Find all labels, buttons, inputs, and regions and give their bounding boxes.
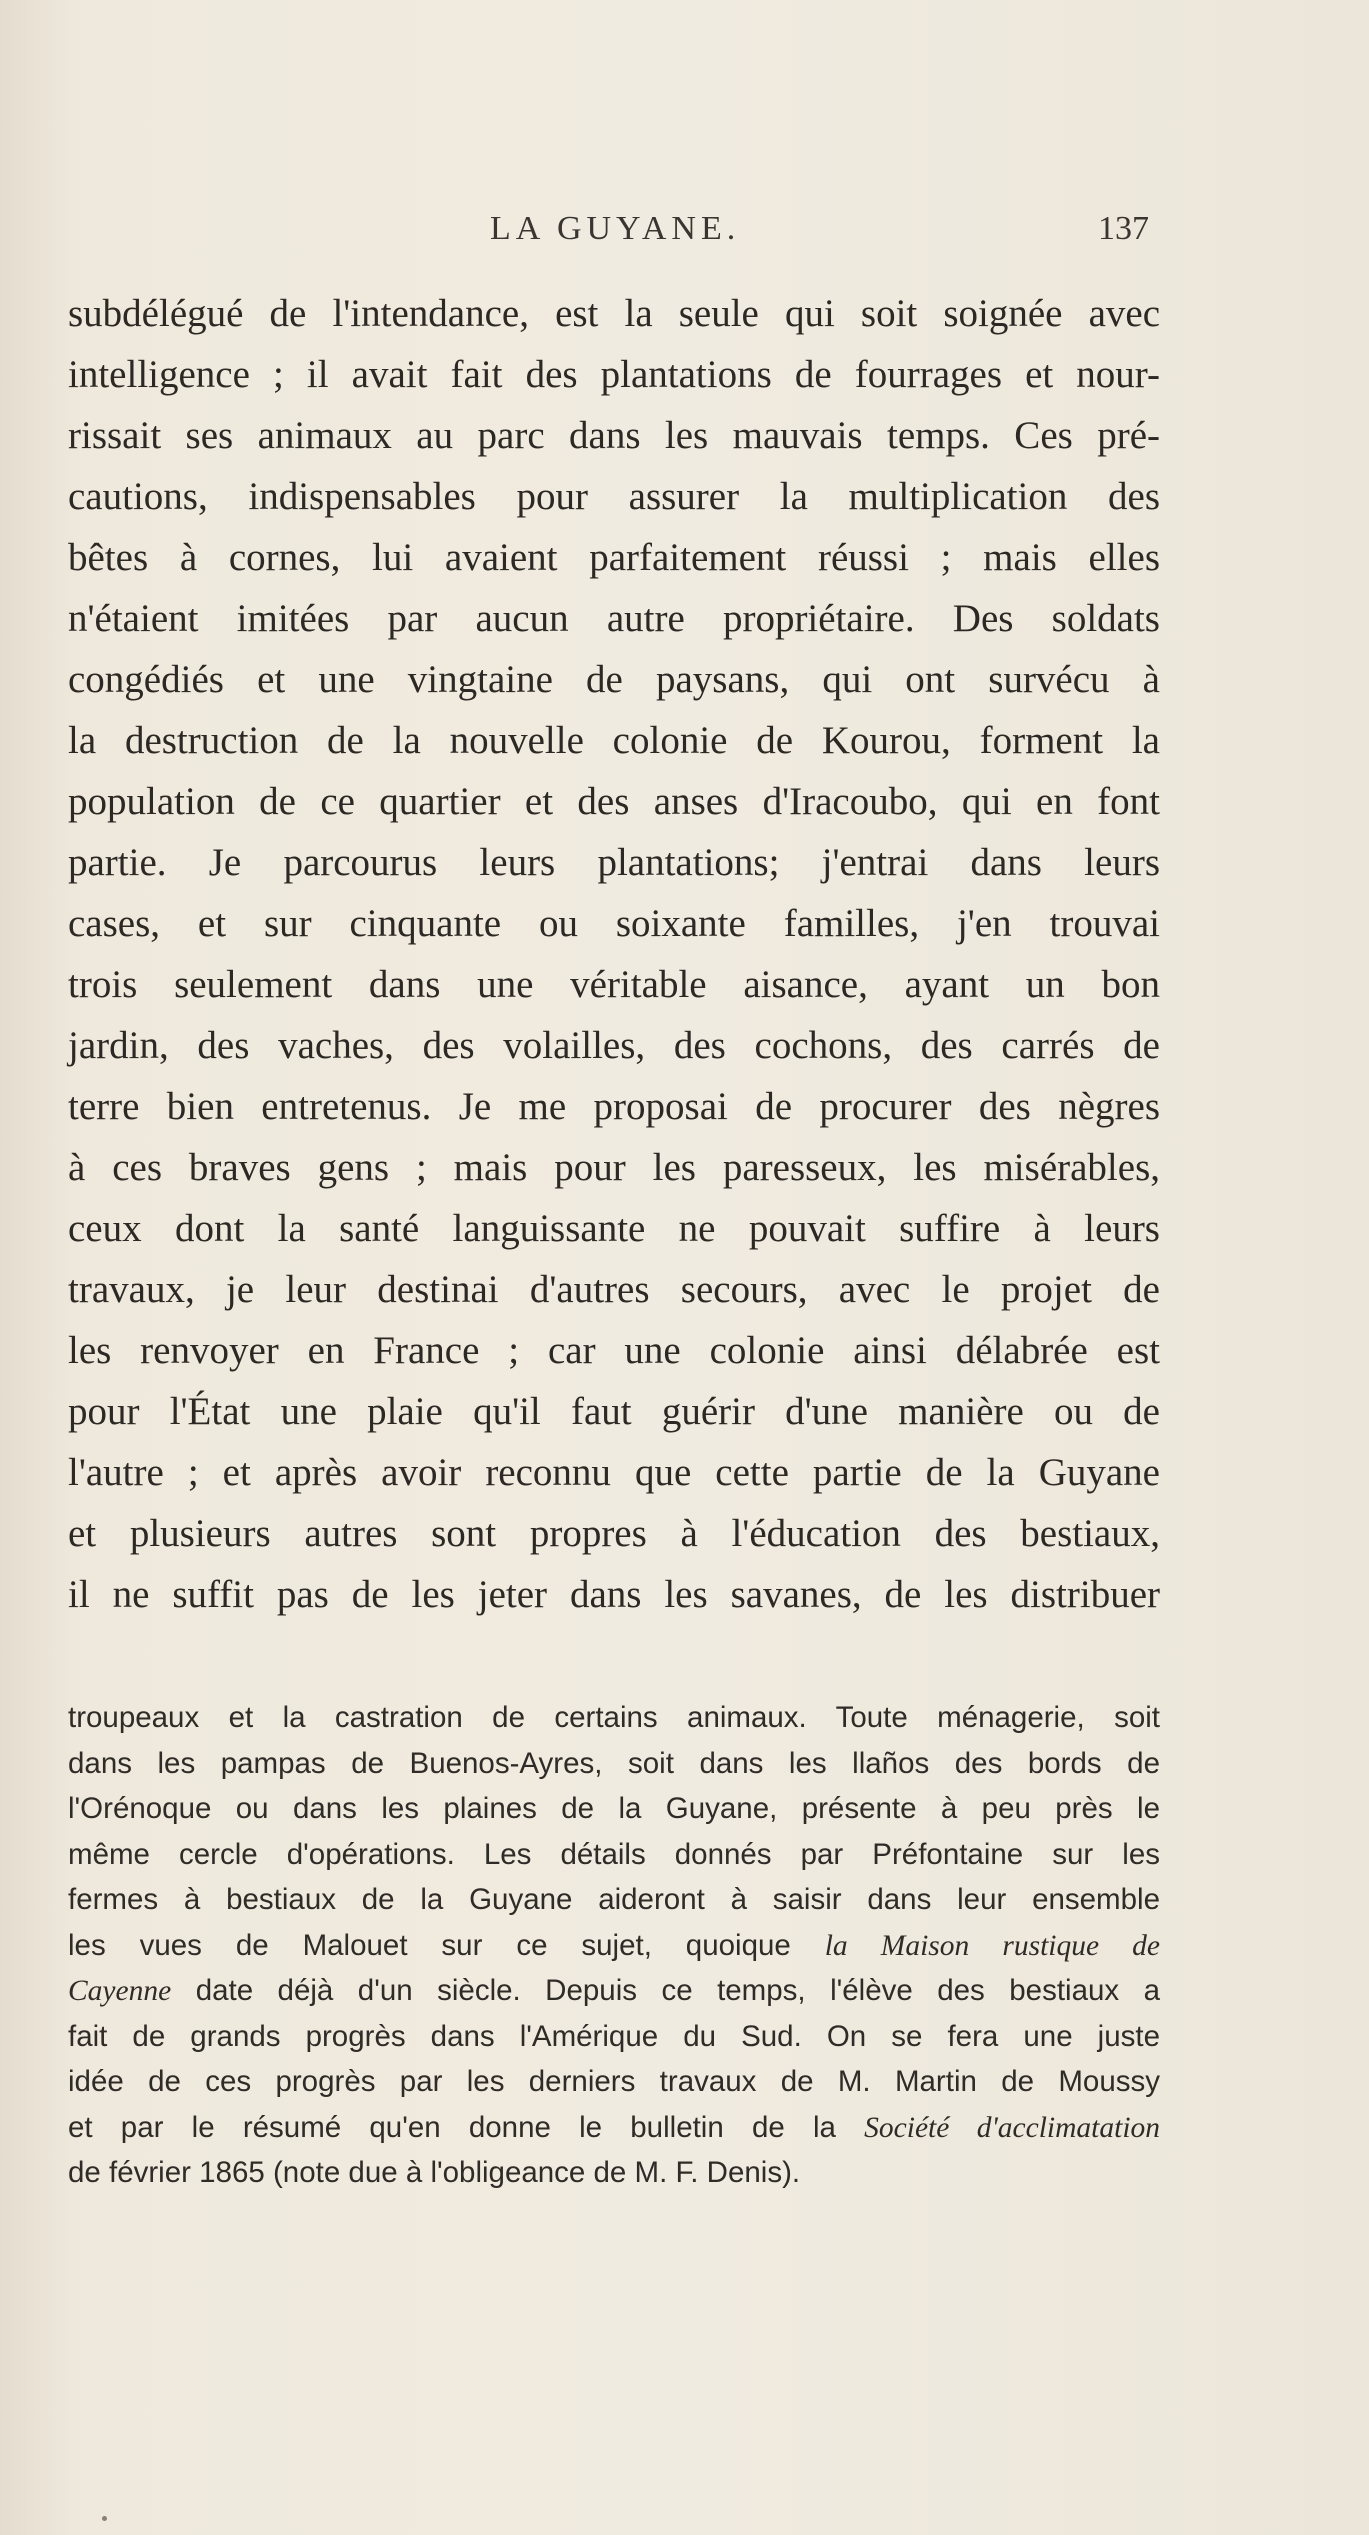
footnote-line: fermes à bestiaux de la Guyane aideront à saisir dans leur ensemble bbox=[68, 1883, 1160, 1916]
text-line: cautions, indispensables pour assurer la multiplication des bbox=[68, 475, 1160, 518]
text-line: et plusieurs autres sont propres à l'éducation des bestiaux, bbox=[68, 1512, 1160, 1555]
text-line: intelligence ; il avait fait des plantations de fourrages et nour- bbox=[68, 353, 1160, 396]
footnote-text: date déjà d'un siècle. Depuis ce temps, l'élève des bestiaux a bbox=[195, 1974, 1161, 2007]
text-line: subdélégué de l'intendance, est la seule qui soit soignée avec bbox=[68, 292, 1160, 335]
footnote-line: fait de grands progrès dans l'Amérique du Sud. On se fera une juste bbox=[68, 2019, 1160, 2053]
text-line: n'étaient imitées par aucun autre propriétaire. Des soldats bbox=[68, 597, 1160, 640]
text-line: congédiés et une vingtaine de paysans, qui ont survécu à bbox=[68, 658, 1160, 701]
footnote-line: l'Orénoque ou dans les plaines de la Guyane, présente à peu près le bbox=[68, 1792, 1160, 1825]
text-line: les renvoyer en France ; car une colonie ainsi délabrée est bbox=[68, 1329, 1160, 1372]
text-line: bêtes à cornes, lui avaient parfaitement réussi ; mais elles bbox=[68, 536, 1160, 579]
footnote-line: troupeaux et la castration de certains animaux. Toute ménagerie, soit bbox=[68, 1701, 1160, 1734]
main-text bbox=[68, 283, 1160, 1625]
text-line: rissait ses animaux au parc dans les mauvais temps. Ces pré- bbox=[68, 414, 1160, 457]
text-line: il ne suffit pas de les jeter dans les savanes, de les distribuer bbox=[68, 1573, 1160, 1616]
running-title: LA GUYANE. bbox=[490, 210, 741, 247]
footnote-line: de février 1865 (note due à l'obligeance de M. F. Denis). bbox=[68, 2156, 801, 2189]
paper-speck bbox=[102, 2516, 107, 2521]
text-line: cases, et sur cinquante ou soixante familles, j'en trouvai bbox=[68, 902, 1160, 945]
book-title-italic: la Maison rustique de bbox=[824, 1929, 1160, 1962]
text-line: la destruction de la nouvelle colonie de Kourou, forment la bbox=[68, 719, 1160, 762]
footnote-line: même cercle d'opérations. Les détails donnés par Préfontaine sur les bbox=[68, 1837, 1160, 1871]
book-title-italic: Cayenne bbox=[68, 1975, 172, 2007]
footnote-line bbox=[68, 1968, 1160, 2014]
text-line: jardin, des vaches, des volailles, des cochons, des carrés de bbox=[68, 1024, 1160, 1067]
page-number: 137 bbox=[1098, 210, 1149, 247]
text-line: trois seulement dans une véritable aisance, ayant un bon bbox=[68, 963, 1160, 1006]
text-line: pour l'État une plaie qu'il faut guérir d'une manière ou de bbox=[68, 1390, 1160, 1433]
text-line: ceux dont la santé languissante ne pouvait suffire à leurs bbox=[68, 1207, 1160, 1250]
footnote-line bbox=[68, 1923, 1160, 1969]
text-line: travaux, je leur destinai d'autres secours, avec le projet de bbox=[68, 1268, 1160, 1311]
text-line: partie. Je parcourus leurs plantations; j'entrai dans leurs bbox=[68, 841, 1160, 884]
footnote bbox=[68, 1695, 1160, 2196]
society-title-italic: Société d'acclimatation bbox=[864, 2111, 1161, 2144]
footnote-text: et par le résumé qu'en donne le bulletin de la bbox=[68, 2110, 836, 2144]
page-header bbox=[0, 210, 1369, 270]
text-line: à ces braves gens ; mais pour les paresseux, les misérables, bbox=[68, 1146, 1160, 1189]
text-line: population de ce quartier et des anses d'Iracoubo, qui en font bbox=[68, 780, 1160, 823]
footnote-text: les vues de Malouet sur ce sujet, quoique bbox=[68, 1928, 791, 1962]
footnote-line: dans les pampas de Buenos-Ayres, soit dans les llaños des bords de bbox=[68, 1746, 1160, 1780]
text-line: terre bien entretenus. Je me proposai de procurer des nègres bbox=[68, 1085, 1160, 1128]
footnote-line bbox=[68, 2105, 1160, 2151]
text-line: l'autre ; et après avoir reconnu que cette partie de la Guyane bbox=[68, 1451, 1160, 1494]
footnote-line: idée de ces progrès par les derniers travaux de M. Martin de Moussy bbox=[68, 2065, 1160, 2098]
